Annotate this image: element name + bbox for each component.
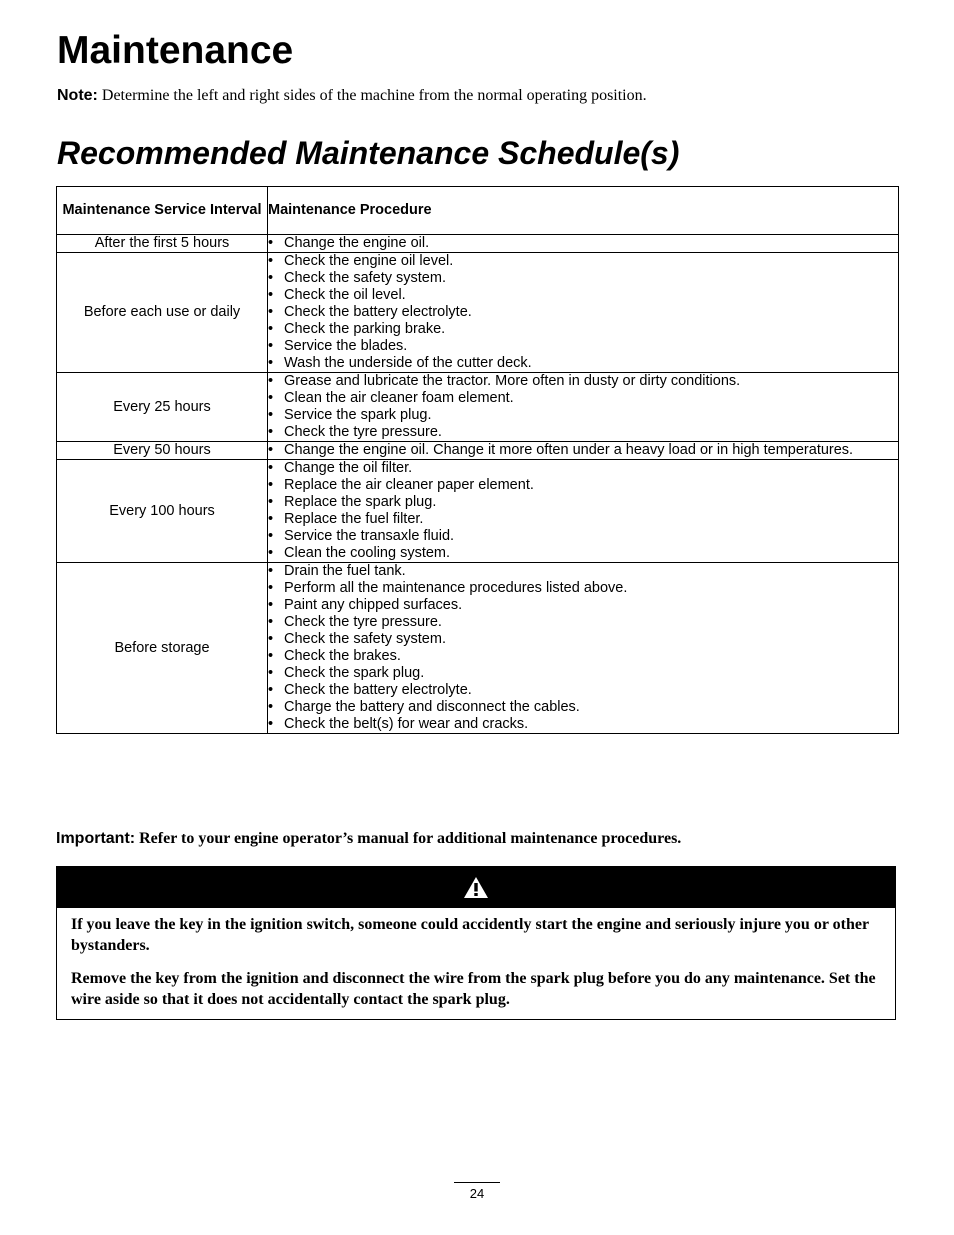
procedure-cell [268, 373, 899, 442]
table-row [57, 442, 899, 460]
procedure-list [268, 442, 898, 459]
procedure-item: • Clean the air cleaner foam element. [268, 390, 898, 407]
procedure-list [268, 253, 898, 372]
important-text: Refer to your engine operator’s manual for additional maintenance procedures. [139, 830, 682, 847]
table-row [57, 235, 899, 253]
note-text: Determine the left and right sides of the machine from the normal operating position. [101, 87, 647, 104]
procedure-item: • Check the spark plug. [268, 665, 898, 682]
interval-cell: Every 50 hours [57, 442, 268, 460]
procedure-item: • Change the engine oil. [268, 235, 898, 252]
procedure-cell [268, 442, 899, 460]
interval-cell: Every 100 hours [57, 460, 268, 563]
maintenance-schedule-table [56, 186, 899, 734]
warning-header [57, 867, 895, 908]
procedure-item: • Check the brakes. [268, 648, 898, 665]
important-label: Important: [56, 830, 136, 847]
procedure-cell [268, 460, 899, 563]
note [57, 86, 917, 106]
table-row [57, 373, 899, 442]
warning-triangle-icon [463, 876, 489, 899]
procedure-cell [268, 563, 899, 734]
procedure-item: • Service the spark plug. [268, 407, 898, 424]
procedure-item: • Drain the fuel tank. [268, 563, 898, 580]
procedure-cell [268, 253, 899, 373]
procedure-item: • Check the tyre pressure. [268, 614, 898, 631]
procedure-item: • Paint any chipped surfaces. [268, 597, 898, 614]
procedure-list [268, 460, 898, 562]
procedure-item: • Replace the air cleaner paper element. [268, 477, 898, 494]
page-title: Maintenance [57, 29, 294, 72]
page-number: 24 [454, 1182, 500, 1202]
procedure-list [268, 563, 898, 733]
procedure-item: • Check the engine oil level. [268, 253, 898, 270]
procedure-item: • Change the oil filter. [268, 460, 898, 477]
procedure-item: • Replace the spark plug. [268, 494, 898, 511]
procedure-item: • Service the blades. [268, 338, 898, 355]
warning-paragraph: Remove the key from the ignition and disconnect the wire from the spark plug before you do any maintenance. Set the wire aside so that it does not accidentally contact the spark plug. [71, 970, 876, 1008]
procedure-cell [268, 235, 899, 253]
table-header-row [57, 187, 899, 235]
procedure-item: • Change the engine oil. Change it more often under a heavy load or in high temperatures. [268, 442, 898, 459]
procedure-item: • Check the safety system. [268, 631, 898, 648]
schedule-body [57, 235, 899, 734]
table-row [57, 253, 899, 373]
header-interval: Maintenance Service Interval [57, 187, 268, 235]
procedure-list [268, 373, 898, 441]
interval-cell: Before storage [57, 563, 268, 734]
procedure-item: • Check the belt(s) for wear and cracks. [268, 716, 898, 733]
procedure-item: • Check the parking brake. [268, 321, 898, 338]
header-procedure: Maintenance Procedure [268, 187, 899, 235]
procedure-item: • Check the battery electrolyte. [268, 682, 898, 699]
procedure-item: • Check the battery electrolyte. [268, 304, 898, 321]
table-row [57, 460, 899, 563]
note-label: Note: [57, 87, 98, 104]
procedure-list [268, 235, 898, 252]
interval-cell: Before each use or daily [57, 253, 268, 373]
procedure-item: • Check the safety system. [268, 270, 898, 287]
interval-cell: Every 25 hours [57, 373, 268, 442]
table-row [57, 563, 899, 734]
procedure-item: • Check the oil level. [268, 287, 898, 304]
procedure-item: • Replace the fuel filter. [268, 511, 898, 528]
procedure-item: • Charge the battery and disconnect the cables. [268, 699, 898, 716]
interval-cell: After the first 5 hours [57, 235, 268, 253]
warning-body [57, 908, 895, 1010]
procedure-item: • Perform all the maintenance procedures listed above. [268, 580, 898, 597]
warning-box [56, 866, 896, 1020]
section-title: Recommended Maintenance Schedule(s) [57, 135, 680, 171]
warning-paragraph: If you leave the key in the ignition switch, someone could accidently start the engine and seriously injure you or other bystanders. [71, 916, 869, 954]
important-note [56, 829, 916, 849]
procedure-item: • Check the tyre pressure. [268, 424, 898, 441]
procedure-item: • Grease and lubricate the tractor. More often in dusty or dirty conditions. [268, 373, 898, 390]
procedure-item: • Clean the cooling system. [268, 545, 898, 562]
procedure-item: • Service the transaxle fluid. [268, 528, 898, 545]
procedure-item: • Wash the underside of the cutter deck. [268, 355, 898, 372]
